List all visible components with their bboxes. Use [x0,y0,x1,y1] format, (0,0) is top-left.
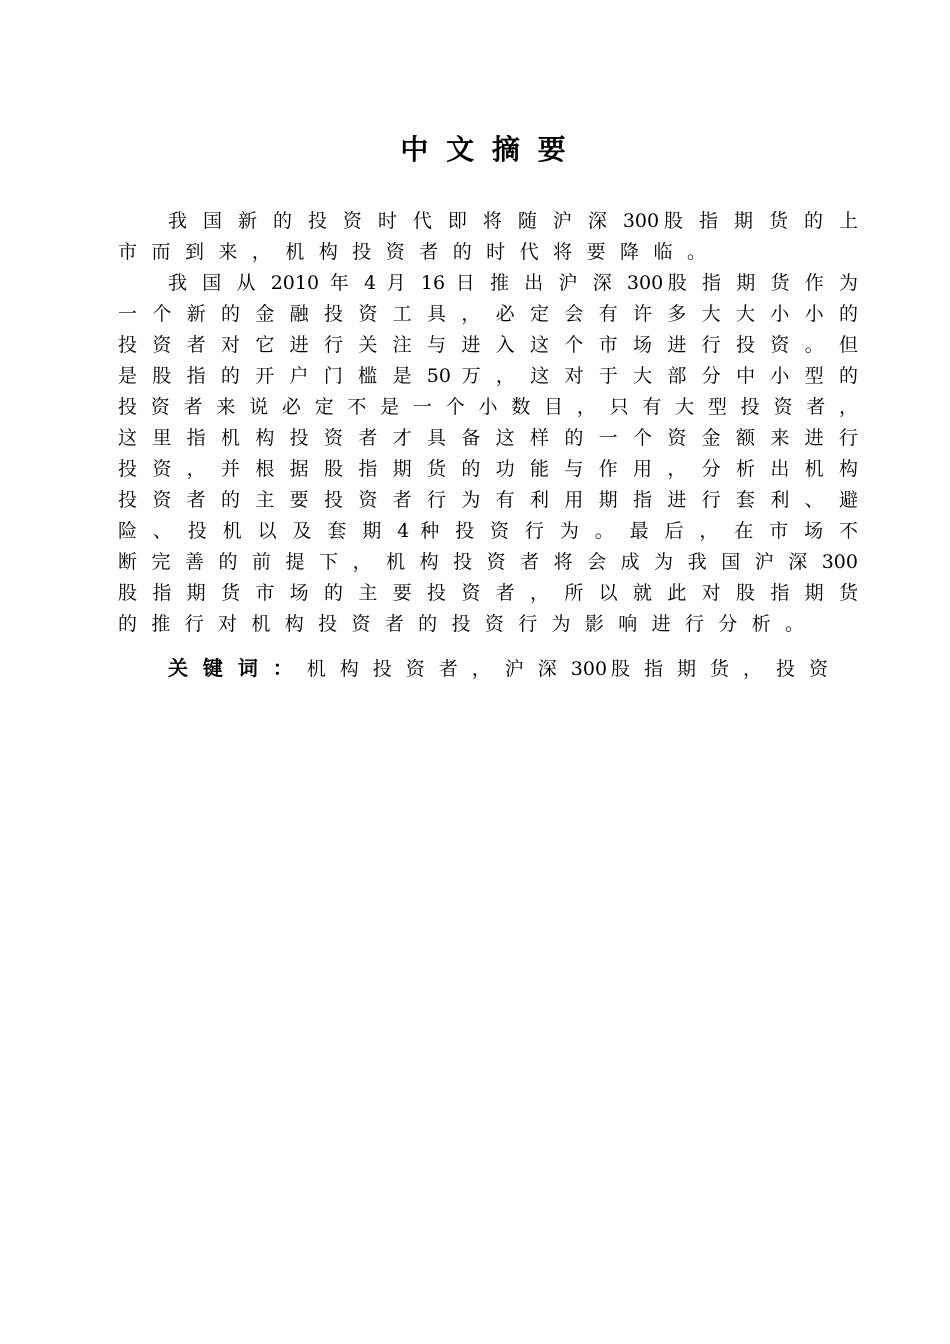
abstract-line: 是 股 指 的 开 户 门 槛 是 50 万 ， 这 对 于 大 部 分 中 小 型 的 [118,365,858,387]
abstract-line: 市 而 到 来 ， 机 构 投 资 者 的 时 代 将 要 降 临 。 [118,241,706,263]
keywords-value: 机 构 投 资 者 ， 沪 深 300股 指 期 货 ， 投 资 [306,658,829,680]
abstract-line: 投 资 者 来 说 必 定 不 是 一 个 小 数 目 ， 只 有 大 型 投 资 者 ， [118,396,858,418]
abstract-line: 我 国 新 的 投 资 时 代 即 将 随 沪 深 300股 指 期 货 的 上 [168,210,858,232]
keywords-row [168,652,828,684]
abstract-body [118,206,858,640]
abstract-line: 断 完 善 的 前 提 下 ， 机 构 投 资 者 将 会 成 为 我 国 沪 深 300 [118,551,858,573]
abstract-line: 股 指 期 货 市 场 的 主 要 投 资 者 ， 所 以 就 此 对 股 指 期 货 [118,582,858,604]
abstract-line: 投 资 者 对 它 进 行 关 注 与 进 入 这 个 市 场 进 行 投 资 。 但 [118,334,858,356]
keywords-label: 关 键 词 ： [168,656,297,680]
abstract-line: 我 国 从 2010 年 4 月 16 日 推 出 沪 深 300股 指 期 货 作 为 [168,272,858,294]
abstract-line: 投 资 ， 并 根 据 股 指 期 货 的 功 能 与 作 用 ， 分 析 出 机 构 [118,458,858,480]
abstract-line: 的 推 行 对 机 构 投 资 者 的 投 资 行 为 影 响 进 行 分 析 。 [118,613,804,635]
page-title: 中 文 摘 要 [400,133,570,166]
abstract-line: 投 资 者 的 主 要 投 资 者 行 为 有 利 用 期 指 进 行 套 利 、 避 [118,489,858,511]
abstract-line: 险 、 投 机 以 及 套 期 4 种 投 资 行 为 。 最 后 ， 在 市 场 不 [118,520,858,542]
abstract-line: 这 里 指 机 构 投 资 者 才 具 备 这 样 的 一 个 资 金 额 来 进 行 [118,427,858,449]
abstract-line: 一 个 新 的 金 融 投 资 工 具 ， 必 定 会 有 许 多 大 大 小 小 的 [118,303,858,325]
